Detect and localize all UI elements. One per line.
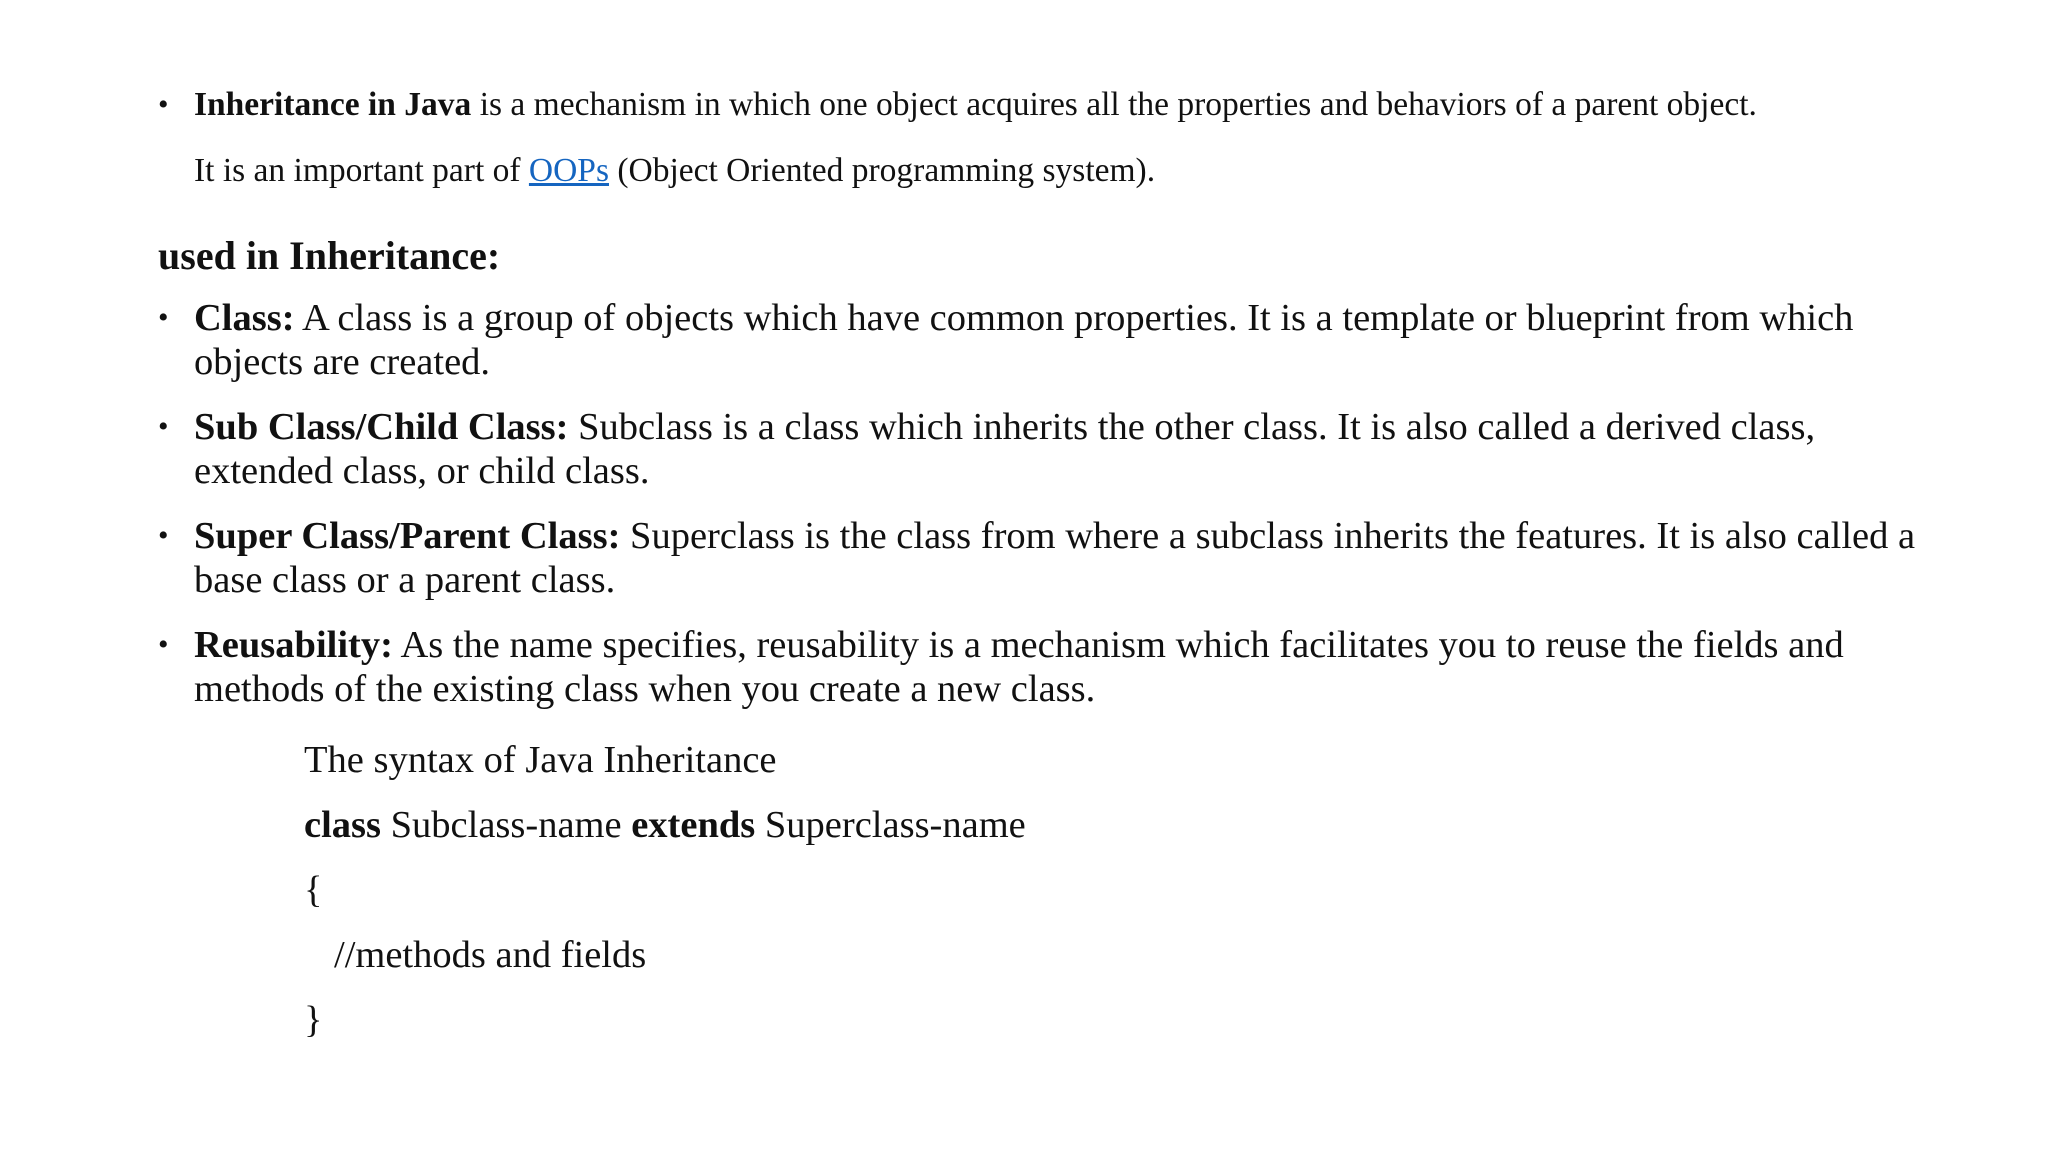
open-brace: { [304,869,323,911]
intro-line2-suffix: (Object Oriented programming system). [608,152,1156,189]
term-definition: Subclass is a class which inherits the other class. It is also called a derived class, extended class, or child class. [194,406,1816,492]
term-label: Class: [194,297,295,339]
superclass-name: Superclass-name [755,804,1026,846]
term-definition: A class is a group of objects which have common properties. It is a template or blueprint from which objects are created. [194,297,1854,383]
syntax-title: The syntax of Java Inheritance [304,739,777,781]
terms-list [158,296,1918,732]
intro-line-2 [158,138,1918,204]
intro-text: is a mechanism in which one object acquires all the properties and behaviors of a parent object. [471,86,1757,123]
body-comment: //methods and fields [334,934,647,976]
term-item-subclass [158,405,1918,493]
intro-bold-term: Inheritance in Java [194,86,472,123]
syntax-declaration [304,793,1026,858]
oops-link[interactable]: OOPs [528,152,609,189]
term-definition: As the name specifies, reusability is a mechanism which facilitates you to reuse the fields and methods of the existing class when you create a new class. [194,624,1844,710]
close-brace: } [304,999,323,1041]
section-heading: used in Inheritance: [158,233,501,278]
bullet-icon: • [158,410,169,443]
bullet-icon: • [158,301,169,334]
term-label: Super Class/Parent Class: [194,515,621,557]
intro-line2-prefix: It is an important part of [194,152,529,189]
keyword-class: class [304,804,381,846]
term-definition: Superclass is the class from where a subclass inherits the features. It is also called a base class or a parent class. [194,515,1916,601]
bullet-icon: • [158,519,169,552]
intro-paragraph [158,72,1918,204]
subclass-name: Subclass-name [381,804,632,846]
term-item-class [158,296,1918,384]
intro-line-1 [158,72,1918,138]
term-label: Reusability: [194,624,393,666]
syntax-block [304,728,1026,1053]
keyword-extends: extends [631,804,756,846]
term-item-reusability [158,623,1918,711]
term-item-superclass [158,514,1918,602]
bullet-icon: • [158,628,169,661]
bullet-icon: • [158,88,169,121]
term-label: Sub Class/Child Class: [194,406,569,448]
